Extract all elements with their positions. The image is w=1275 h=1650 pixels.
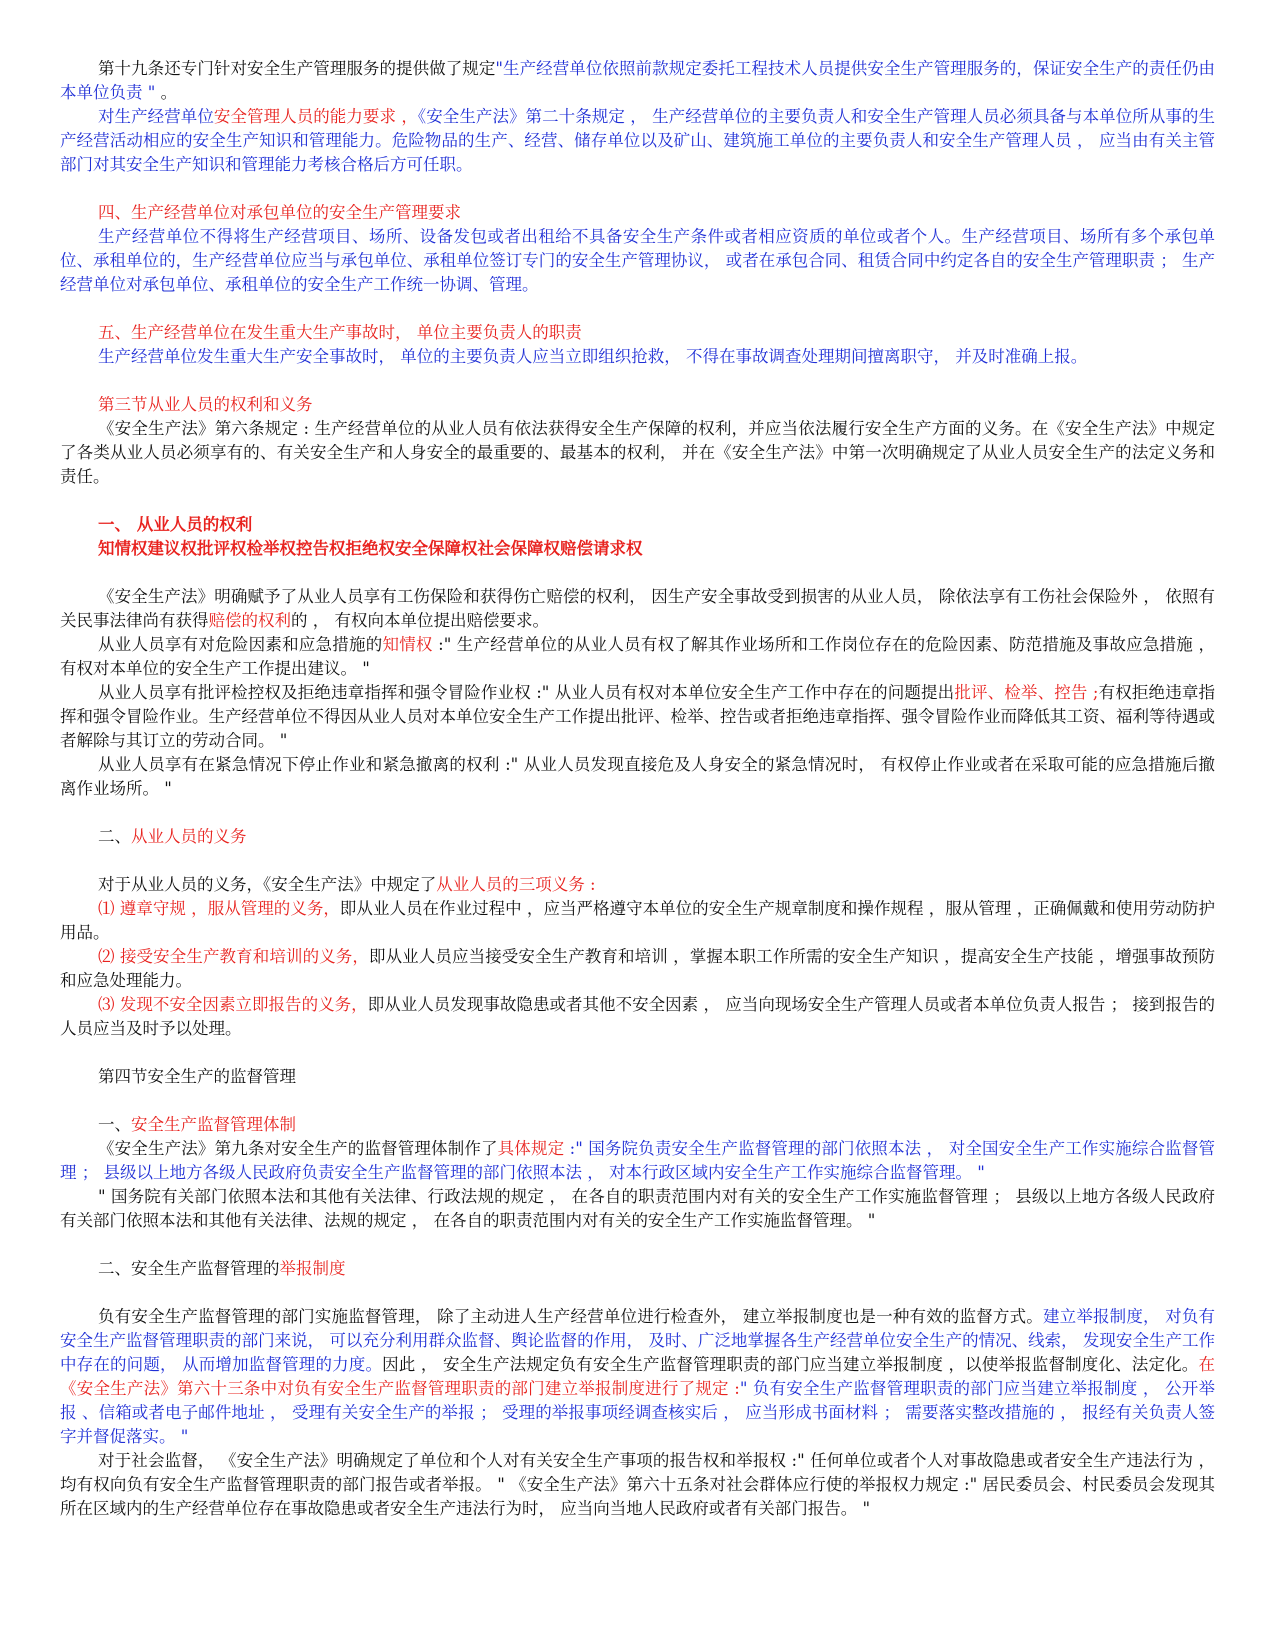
body-paragraph <box>60 633 1215 681</box>
paragraph-spacer <box>60 1281 1215 1305</box>
text-run: 从业人员的义务 <box>131 827 247 846</box>
text-run: 五、生产经营单位在发生重大生产事故时， 单位主要负责人的职责 <box>98 323 582 342</box>
body-paragraph <box>60 681 1215 753</box>
text-run: 的 ， 有权向本单位提出赔偿要求。 <box>291 611 549 630</box>
text-run: 知情权建议权批评权检举权控告权拒绝权安全保障权社会保障权赔偿请求权 <box>98 539 643 558</box>
text-run: 即从业人员应当接受安全生产教育和培训 ，掌握本职工作所需的安全生产知识 ，提高安全生产技能 ，增强事故预防和应急处理能力。 <box>60 947 1215 990</box>
body-paragraph <box>60 345 1215 369</box>
text-run: 从业人员享有批评检控权及拒绝违章指挥和强令冒险作业权 :" 从业人员有权对本单位安全生产工作中存在的问题提出 <box>98 683 955 702</box>
text-run: 因此 ， 安全生产法规定负有安全生产监督管理职责的部门应当建立举报制度 ，以使举报监督制度化、法定化。 <box>382 1355 1199 1374</box>
text-run: 一、 <box>98 1115 131 1134</box>
text-run: 生产经营单位发生重大生产安全事故时， 单位的主要负责人应当立即组织抢救， 不得在事故调查处理期间擅离职守， 并及时准确上报。 <box>98 347 1088 366</box>
body-paragraph <box>60 1305 1215 1449</box>
text-run: 生产经营单位不得将生产经营项目、场所、设备发包或者出租给不具备安全生产条件或者相应资质的单位或者个人。生产经营项目、场所有多个承包单位、承租单位的，生产经营单位应当与承包单位、承租单位签订专门的安全生产管理协议， 或者在承包合同、租赁合同中约定各自的安全生产管理职责 ； 生产经营单位对承包单位、承租单位的安全生产工作统一协调、管理。 <box>60 227 1215 294</box>
text-run: 负有安全生产监督管理的部门实施监督管理， 除了主动进人生产经营单位进行检查外， 建立举报制度也是一种有效的监督方式。 <box>98 1307 1043 1326</box>
section-heading <box>60 1065 1215 1089</box>
paragraph-spacer <box>60 1041 1215 1065</box>
text-run: 一、 从业人员的权利 <box>98 515 253 534</box>
text-run: 举报制度 <box>279 1259 346 1278</box>
text-run: 从业人员的三项义务 : <box>436 875 596 894</box>
body-paragraph <box>60 873 1215 897</box>
text-run: 在《安全生产法》第六十三条中对负有安全生产监督管理职责的部门建立举报制度进行了规定 : <box>60 1355 1215 1398</box>
text-run: ⑵ 接受安全生产教育和培训的义务， <box>98 947 369 966</box>
paragraph-spacer <box>60 561 1215 585</box>
body-paragraph <box>60 1137 1215 1185</box>
text-run: 安全管理人员的能力要求 ， <box>213 107 418 126</box>
body-paragraph <box>60 417 1215 489</box>
paragraph-spacer <box>60 1233 1215 1257</box>
text-run: 对生产经营单位 <box>98 107 214 126</box>
section-heading <box>60 321 1215 345</box>
section-heading <box>60 825 1215 849</box>
text-run: :" 国务院负责安全生产监督管理的部门依照本法 ， 对全国安全生产工作实施综合监督管理 ； 县级以上地方各级人民政府负责安全生产监督管理的部门依照本法 ， 对本行政区域内安全生产工作实施综合监督管理。 " <box>60 1139 1215 1182</box>
text-run: 安全生产监督管理体制 <box>131 1115 296 1134</box>
body-paragraph <box>60 945 1215 993</box>
text-run: 。 <box>155 83 178 102</box>
text-run: 具体规定 <box>497 1139 565 1158</box>
text-run: 批评、检举、控告 ; <box>954 683 1099 702</box>
text-run: 对于从业人员的义务，《安全生产法》中规定了 <box>98 875 437 894</box>
section-heading <box>60 393 1215 417</box>
section-heading <box>60 537 1215 561</box>
body-paragraph <box>60 57 1215 105</box>
text-run: 从业人员享有在紧急情况下停止作业和紧急撤离的权利 :" 从业人员发现直接危及人身安全的紧急情况时， 有权停止作业或者在采取可能的应急措施后撤离作业场所。 " <box>60 755 1215 798</box>
section-heading <box>60 201 1215 225</box>
text-run: 《安全生产法》第六条规定 : 生产经营单位的从业人员有依法获得安全生产保障的权利，并应当依法履行安全生产方面的义务。在《安全生产法》中规定了各类从业人员必须享有的、有关安全生产和人身安全的最重要的、最基本的权利， 并在《安全生产法》中第一次明确规定了从业人员安全生产的法定义务和责任。 <box>60 419 1215 486</box>
text-run: 《安全生产法》第九条对安全生产的监督管理体制作了 <box>98 1139 498 1158</box>
body-paragraph <box>60 1449 1215 1521</box>
paragraph-spacer <box>60 369 1215 393</box>
section-heading <box>60 1257 1215 1281</box>
section-heading <box>60 513 1215 537</box>
paragraph-spacer <box>60 297 1215 321</box>
text-run: 对于社会监督， 《安全生产法》明确规定了单位和个人对有关安全生产事项的报告权和举报权 :" 任何单位或者个人对事故隐患或者安全生产违法行为 ， 均有权向负有安全生产监督管理职责的部门报告或者举报。 " 《安全生产法》第六十五条对社会群体应行使的举报权力规定 :" 居民委员会、村民委员会发现其所在区域内的生产经营单位存在事故隐患或者安全生产违法行为时， 应当向当地人民政府或者有关部门报告。 " <box>60 1451 1215 1518</box>
text-run: " 国务院有关部门依照本法和其他有关法律、行政法规的规定 ， 在各自的职责范围内对有关的安全生产工作实施监督管理 ； 县级以上地方各级人民政府有关部门依照本法和其他有关法律、法规的规定 ， 在各自的职责范围内对有关的安全生产工作实施监督管理。 " <box>60 1187 1215 1230</box>
text-run: 《安全生产法》第二十条规定 ， 生产经营单位的主要负责人和安全生产管理人员必须具备与本单位所从事的生产经营活动相应的安全生产知识和管理能力。危险物品的生产、经营、储存单位以及矿山、建筑施工单位的主要负责人和安全生产管理人员 ， 应当由有关主管部门对其安全生产知识和管理能力考核合格后方可任职。 <box>60 107 1215 174</box>
text-run: 第三节从业人员的权利和义务 <box>98 395 313 414</box>
text-run: 《安全生产法》明确赋予了从业人员享有工伤保险和获得伤亡赔偿的权利， 因生产安全事故受到损害的从业人员， 除依法享有工伤社会保险外 ， 依照有关民事法律尚有获得 <box>60 587 1215 630</box>
paragraph-spacer <box>60 1089 1215 1113</box>
text-run: ⑶ 发现不安全因素立即报告的义务， <box>98 995 368 1014</box>
text-run: "生产经营单位依照前款规定委托工程技术人员提供安全生产管理服务的，保证安全生产的责任仍由本单位负责 " <box>60 59 1216 102</box>
text-run: 二、安全生产监督管理的 <box>98 1259 280 1278</box>
body-paragraph <box>60 993 1215 1041</box>
text-run: 即从业人员在作业过程中 ，应当严格遵守本单位的安全生产规章制度和操作规程 ，服从管理 ，正确佩戴和使用劳动防护用品。 <box>60 899 1215 942</box>
paragraph-spacer <box>60 489 1215 513</box>
section-heading <box>60 1113 1215 1137</box>
paragraph-spacer <box>60 177 1215 201</box>
paragraph-spacer <box>60 801 1215 825</box>
text-run: :" 生产经营单位的从业人员有权了解其作业场所和工作岗位存在的危险因素、防范措施及事故应急措施 ， 有权对本单位的安全生产工作提出建议。 " <box>60 635 1216 678</box>
text-run: 建立举报制度， 对负有安全生产监督管理职责的部门来说， 可以充分利用群众监督、舆论监督的作用， 及时、广泛地掌握各生产经营单位安全生产的情况、线索， 发现安全生产工作中存在的问题， 从而增加监督管理的力度。 <box>60 1307 1215 1374</box>
body-paragraph <box>60 753 1215 801</box>
body-paragraph <box>60 585 1215 633</box>
text-run: 从业人员享有对危险因素和应急措施的 <box>98 635 383 654</box>
paragraph-spacer <box>60 849 1215 873</box>
text-run: 即从业人员发现事故隐患或者其他不安全因素 ， 应当向现场安全生产管理人员或者本单位负责人报告 ； 接到报告的人员应当及时予以处理。 <box>60 995 1215 1038</box>
text-run: 第四节安全生产的监督管理 <box>98 1067 296 1086</box>
text-run: 二、 <box>98 827 131 846</box>
body-paragraph <box>60 105 1215 177</box>
text-run: ⑴ 遵章守规 ，服从管理的义务， <box>98 899 340 918</box>
text-run: " 负有安全生产监督管理职责的部门应当建立举报制度 ， 公开举报 、信箱或者电子邮件地址 ， 受理有关安全生产的举报 ； 受理的举报事项经调查核实后 ， 应当形成书面材料 ； 需要落实整改措施的 ， 报经有关负责人签字并督促落实。 " <box>60 1379 1216 1446</box>
text-run: 知情权 <box>382 635 433 654</box>
body-paragraph <box>60 225 1215 297</box>
text-run: 赔偿的权利 <box>208 611 291 630</box>
text-run: 四、生产经营单位对承包单位的安全生产管理要求 <box>98 203 461 222</box>
text-run: 有权拒绝违章指挥和强令冒险作业。生产经营单位不得因从业人员对本单位安全生产工作提出批评、检举、控告或者拒绝违章指挥、强令冒险作业而降低其工资、福利等待遇或者解除与其订立的劳动合同。 " <box>60 683 1216 750</box>
text-run: 第十九条还专门针对安全生产管理服务的提供做了规定 <box>98 59 496 78</box>
body-paragraph <box>60 897 1215 945</box>
body-paragraph <box>60 1185 1215 1233</box>
